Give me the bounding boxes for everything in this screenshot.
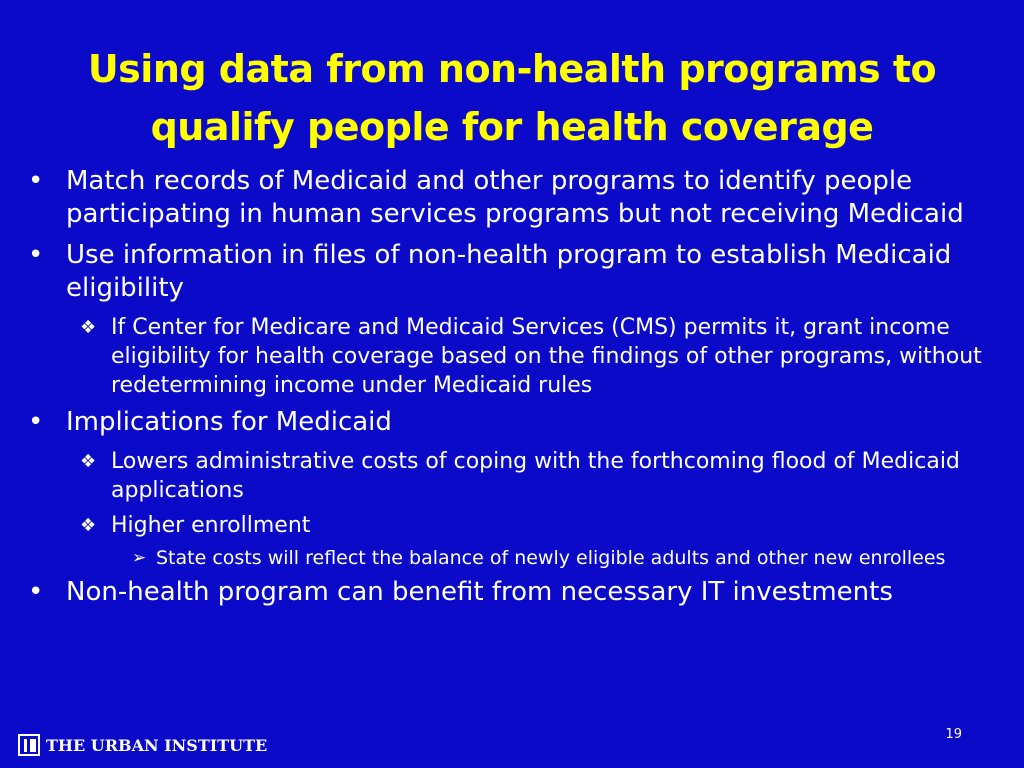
diamond-bullet-icon: ❖ [80,317,97,338]
sub-bullet-item [0,511,1024,540]
bullet-dot-icon: • [28,407,44,437]
sub-bullet-text: If Center for Medicare and Medicaid Services (CMS) permits it, grant income eligibility for health coverage based on the findings of other programs, without redetermining income under Medicaid rules [111,315,982,398]
title-line-1: Using data from non-health programs to [87,47,937,91]
diamond-bullet-icon: ❖ [80,515,97,536]
footer-organization: THE URBAN INSTITUTE [46,735,268,755]
sub-bullet-item [0,447,1024,505]
bullet-text: Match records of Medicaid and other programs to identify people participating in human services programs but not receiving Medicaid [66,166,964,229]
urban-institute-logo-icon [18,734,40,756]
sub-bullet-item [0,313,1024,400]
sub-bullet-text: Lowers administrative costs of coping with the forthcoming flood of Medicaid applications [111,449,960,503]
arrow-bullet-icon: ➢ [132,548,147,568]
slide-title [60,40,964,156]
bullet-dot-icon: • [28,166,44,196]
footer [18,734,267,756]
bullet-dot-icon: • [28,240,44,270]
diamond-bullet-icon: ❖ [80,451,97,472]
bullet-text: Implications for Medicaid [66,407,392,437]
title-line-2: qualify people for health coverage [150,105,874,149]
bullet-item [0,165,1024,231]
bullet-item [0,406,1024,439]
sub-sub-bullet-item [0,546,1024,570]
bullet-item [0,239,1024,305]
page-number: 19 [945,727,962,742]
sub-sub-bullet-text: State costs will reflect the balance of newly eligible adults and other new enrollees [156,547,946,569]
sub-bullet-text: Higher enrollment [111,513,311,538]
bullet-text: Non-health program can benefit from necessary IT investments [66,577,893,607]
bullet-text: Use information in files of non-health program to establish Medicaid eligibility [66,240,952,303]
bullet-list [0,165,1024,617]
bullet-dot-icon: • [28,577,44,607]
bullet-item [0,576,1024,609]
